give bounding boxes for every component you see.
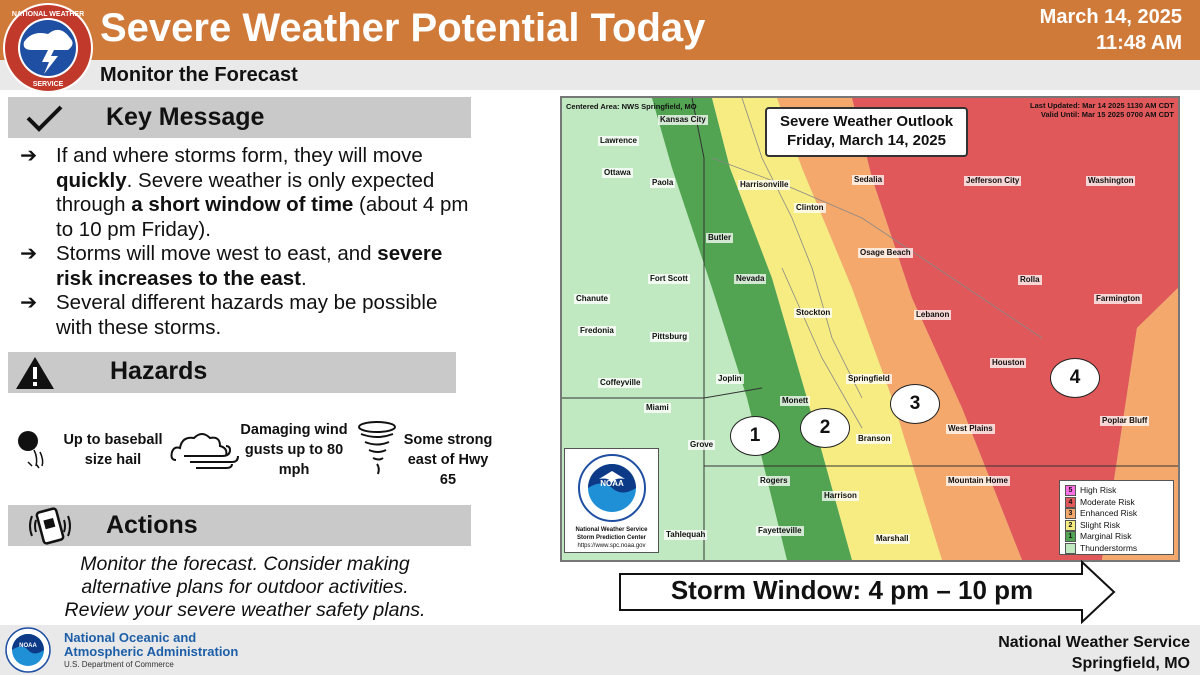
tornado-icon <box>357 420 397 476</box>
noaa-logo-icon <box>577 453 647 523</box>
city-label: Tahlequah <box>666 530 706 539</box>
legend-item: Thunderstorms <box>1065 543 1168 555</box>
city-label: Pittsburg <box>652 332 688 341</box>
risk-marker-3: 3 <box>890 384 940 424</box>
city-label: Jefferson City <box>966 176 1020 185</box>
city-label: Fredonia <box>580 326 614 335</box>
warning-icon <box>14 355 56 391</box>
city-label: Lebanon <box>916 310 950 319</box>
actions-bar <box>8 505 471 546</box>
checkmark-icon <box>22 103 66 133</box>
city-label: Houston <box>992 358 1025 367</box>
hazard-tornado-label: Some strong east of Hwy 65 <box>403 432 493 488</box>
outlook-title: Severe Weather Outlook Friday, March 14, 2025 <box>765 107 968 157</box>
city-label: Marshall <box>876 534 909 543</box>
city-label: Kansas City <box>660 115 706 124</box>
legend-item: 2 Slight Risk <box>1065 520 1168 532</box>
nws-logo <box>2 2 94 94</box>
noaa-name: National Oceanic and Atmospheric Administration <box>64 630 239 659</box>
city-label: Joplin <box>718 374 742 383</box>
issue-date: March 14, 2025 <box>1039 6 1182 28</box>
legend-item: 3 Enhanced Risk <box>1065 508 1168 520</box>
outlook-map <box>560 96 1180 562</box>
spc-logo-box: NOAA National Weather Service Storm Prediction Center https://www.spc.noaa.gov <box>564 448 659 553</box>
centered-area-label: Centered Area: NWS Springfield, MO <box>566 102 697 111</box>
actions-heading: Actions <box>106 511 198 539</box>
key-message-item: ➔ If and where storms form, they will move quickly. Severe weather is only expected through a short window of time (about 4 pm to 10 pm Friday). <box>20 144 475 242</box>
city-label: Ottawa <box>604 168 631 177</box>
svg-text:SERVICE: SERVICE <box>32 81 64 88</box>
city-label: Butler <box>708 233 732 242</box>
city-label: Springfield <box>848 374 890 383</box>
legend-item: 4 Moderate Risk <box>1065 497 1168 509</box>
noaa-department: U.S. Department of Commerce <box>64 660 174 669</box>
city-label: Sedalia <box>854 175 883 184</box>
city-label: Fayetteville <box>758 526 802 535</box>
city-label: Paola <box>652 178 674 187</box>
storm-window-label: Storm Window: 4 pm – 10 pm <box>670 575 1034 605</box>
city-label: Chanute <box>576 294 608 303</box>
risk-marker-1: 1 <box>730 416 780 456</box>
city-label: Coffeyville <box>600 378 641 387</box>
hazard-hail-label: Up to baseball size hail <box>63 432 163 468</box>
risk-legend <box>1059 480 1174 555</box>
city-label: Clinton <box>796 203 824 212</box>
noaa-logo <box>4 627 52 673</box>
risk-marker-4: 4 <box>1050 358 1100 398</box>
city-label: Harrison <box>824 491 857 500</box>
city-label: Poplar Bluff <box>1102 416 1148 425</box>
issue-time: 11:48 AM <box>1096 32 1182 54</box>
key-message-heading: Key Message <box>106 103 265 131</box>
legend-item: 1 Marginal Risk <box>1065 531 1168 543</box>
city-label: Rolla <box>1020 275 1040 284</box>
city-label: Monett <box>782 396 809 405</box>
hazards-heading: Hazards <box>110 357 208 385</box>
svg-text:NOAA: NOAA <box>600 479 624 488</box>
hail-icon <box>14 428 54 470</box>
page-subtitle: Monitor the Forecast <box>100 64 298 86</box>
city-label: Rogers <box>760 476 788 485</box>
legend-item: 5 High Risk <box>1065 485 1168 497</box>
city-label: Washington <box>1088 176 1134 185</box>
city-label: West Plains <box>948 424 993 433</box>
city-label: Lawrence <box>600 136 637 145</box>
map-validity: Last Updated: Mar 14 2025 1130 AM CDT Valid Until: Mar 15 2025 0700 AM CDT <box>1030 101 1174 119</box>
hazards-bar <box>8 352 456 393</box>
svg-text:NATIONAL WEATHER: NATIONAL WEATHER <box>11 11 85 18</box>
phone-alert-icon <box>24 506 76 546</box>
city-label: Miami <box>646 403 669 412</box>
city-label: Mountain Home <box>948 476 1008 485</box>
svg-text:NOAA: NOAA <box>19 643 37 649</box>
key-message-item: ➔ Several different hazards may be possible with these storms. <box>20 291 475 340</box>
key-message-item: ➔ Storms will move west to east, and severe risk increases to the east. <box>20 242 475 291</box>
actions-text: Monitor the forecast. Consider making alternative plans for outdoor activities. Review your severe weather safety plans. <box>64 553 426 621</box>
city-label: Branson <box>858 434 891 443</box>
risk-marker-2: 2 <box>800 408 850 448</box>
city-label: Fort Scott <box>650 274 688 283</box>
page-title: Severe Weather Potential Today <box>100 6 706 50</box>
hazard-wind-label: Damaging wind gusts up to 80 mph <box>240 422 348 478</box>
date-time <box>1040 4 1182 56</box>
city-label: Osage Beach <box>860 248 911 257</box>
nws-office: National Weather Service Springfield, MO <box>998 634 1190 672</box>
city-label: Harrisonville <box>740 180 789 189</box>
city-label: Stockton <box>796 308 831 317</box>
key-message-list <box>20 144 475 340</box>
city-label: Grove <box>690 440 714 449</box>
wind-icon <box>170 430 242 472</box>
city-label: Farmington <box>1096 294 1140 303</box>
city-label: Nevada <box>736 274 765 283</box>
